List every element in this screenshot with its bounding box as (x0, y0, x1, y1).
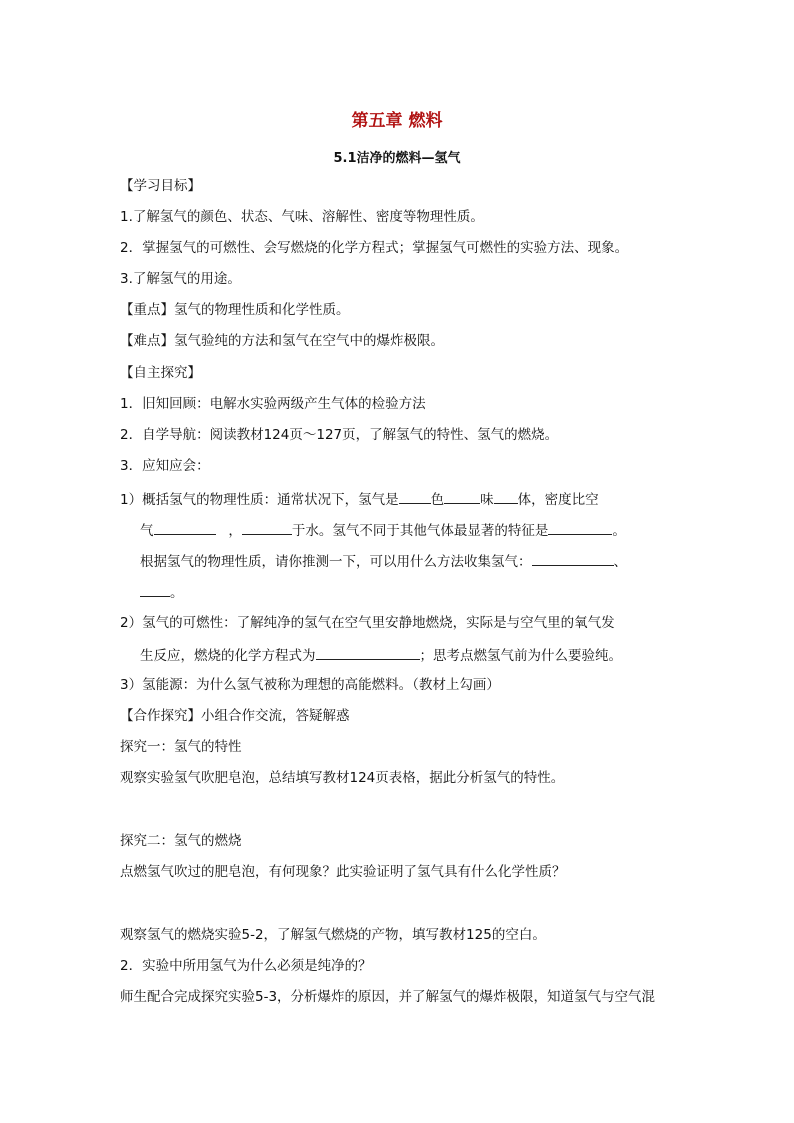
last-line: 师生配合完成探究实验5-3，分析爆炸的原因，并了解氢气的爆炸极限，知道氢气与空气混 (120, 989, 656, 1005)
blank-color[interactable] (399, 489, 431, 504)
q3-line: 3）氢能源：为什么氢气被称为理想的高能燃料。（教材上勾画） (120, 677, 500, 693)
goal-1: 1.了解氢气的颜色、状态、气味、溶解性、密度等物理性质。 (120, 209, 484, 225)
goals-heading: 【学习目标】 (120, 178, 201, 194)
blank-solubility[interactable] (242, 520, 292, 535)
difficulty: 【难点】氢气验纯的方法和氢气在空气中的爆炸极限。 (120, 333, 444, 349)
blank-density[interactable] (154, 520, 216, 535)
self-heading: 【自主探究】 (120, 365, 201, 381)
self-item-3: 3．应知应会： (120, 458, 210, 474)
blank-collect-1[interactable] (532, 551, 614, 566)
question-purity: 2．实验中所用氢气为什么必须是纯净的？ (120, 958, 372, 974)
explore-2-text-2: 观察氢气的燃烧实验5-2，了解氢气燃烧的产物，填写教材125的空白。 (120, 927, 546, 943)
key-point: 【重点】氢气的物理性质和化学性质。 (120, 302, 350, 318)
q1-b-prefix: 气 (140, 523, 154, 539)
chapter-title: 第五章 燃料 (351, 111, 443, 131)
explore-1-text: 观察实验氢气吹肥皂泡，总结填写教材124页表格，据此分析氢气的特性。 (120, 770, 565, 786)
q1-line-a (120, 489, 599, 509)
q1-a-mid1: 色 (430, 492, 445, 508)
q1-d-end: 。 (170, 585, 184, 601)
q1-b-end: 。 (612, 523, 626, 539)
q1-line-c (140, 551, 627, 571)
q1-b-mid: ， (228, 523, 242, 539)
self-item-2: 2．自学导航：阅读教材124页～127页，了解氢气的特性、氢气的燃烧。 (120, 427, 559, 443)
q1-line-b (140, 520, 626, 540)
blank-collect-2[interactable] (140, 582, 170, 597)
goal-2: 2．掌握氢气的可燃性、会写燃烧的化学方程式；掌握氢气可燃性的实验方法、现象。 (120, 240, 629, 256)
blank-feature[interactable] (548, 520, 612, 535)
q1-c-text: 根据氢气的物理性质，请你推测一下，可以用什么方法收集氢气： (140, 554, 532, 570)
q1-c-end: 、 (613, 554, 627, 570)
explore-2-text: 点燃氢气吹过的肥皂泡，有何现象？此实验证明了氢气具有什么化学性质？ (120, 864, 566, 880)
blank-odor[interactable] (444, 489, 480, 504)
q1-a-prefix: 1）概括氢气的物理性质：通常状况下，氢气是 (120, 492, 399, 508)
blank-equation[interactable] (316, 645, 420, 660)
goal-3: 3.了解氢气的用途。 (120, 271, 241, 287)
q2-line-b (140, 645, 622, 665)
q1-b-mid2: 于水。氢气不同于其他气体最显著的特征是 (291, 523, 549, 539)
q2-b-prefix: 生反应，燃烧的化学方程式为 (140, 648, 316, 664)
q2-b-end: ；思考点燃氢气前为什么要验纯。 (419, 648, 622, 664)
q2-line-a: 2）氢气的可燃性：了解纯净的氢气在空气里安静地燃烧，实际是与空气里的氧气发 (120, 615, 615, 631)
section-subtitle: 5.1洁净的燃料—氢气 (333, 151, 461, 166)
blank-state[interactable] (494, 489, 518, 504)
q1-a-end: 体，密度比空 (517, 492, 599, 508)
q1-a-mid2: 味 (480, 492, 494, 508)
self-item-1: 1．旧知回顾：电解水实验两级产生气体的检验方法 (120, 396, 426, 412)
explore-2-title: 探究二：氢气的燃烧 (120, 833, 242, 849)
explore-1-title: 探究一：氢气的特性 (120, 739, 242, 755)
coop-heading: 【合作探究】小组合作交流，答疑解惑 (120, 708, 350, 724)
q1-line-d (140, 582, 184, 602)
